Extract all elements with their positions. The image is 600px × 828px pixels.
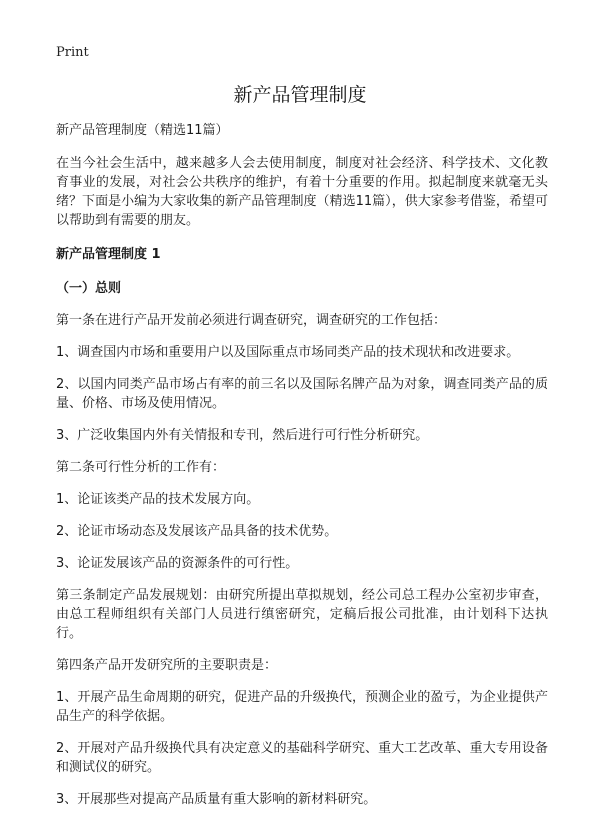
paragraph: 2、论证市场动态及发展该产品具备的技术优势。 — [56, 524, 338, 539]
paragraph: 1、论证该类产品的技术发展方向。 — [56, 492, 260, 507]
document-title: 新产品管理制度 — [233, 84, 367, 106]
paragraph: 3、广泛收集国内外有关情报和专刊，然后进行可行性分析研究。 — [56, 428, 429, 443]
paragraph: 3、论证发展该产品的资源条件的可行性。 — [56, 556, 299, 571]
paragraph: 2、开展对产品升级换代具有决定意义的基础科学研究、重大工艺改革、重大专用设备和测试仪的研究。 — [56, 741, 548, 775]
paragraph: 第一条在进行产品开发前必须进行调查研究，调查研究的工作包括： — [56, 313, 447, 328]
paragraph: 第二条可行性分析的工作有： — [56, 460, 226, 475]
document-body — [56, 121, 548, 821]
paragraph: 3、开展那些对提高产品质量有重大影响的新材料研究。 — [56, 792, 377, 807]
paragraph: 1、调查国内市场和重要用户以及国际重点市场同类产品的技术现状和改进要求。 — [56, 345, 520, 360]
paragraph: 第三条制定产品发展规划：由研究所提出草拟规划，经公司总工程办公室初步审查，由总工程师组织有关部门人员进行缜密研究，定稿后报公司批准，由计划科下达执行。 — [56, 588, 548, 641]
paragraph: 2、以国内同类产品市场占有率的前三名以及国际名牌产品为对象，调查同类产品的质量、价格、市场及使用情况。 — [56, 377, 548, 411]
section-heading: 新产品管理制度 1 — [56, 247, 161, 262]
print-link[interactable]: Print — [56, 45, 89, 60]
document-subtitle: 新产品管理制度（精选11篇） — [56, 123, 229, 138]
paragraph: 1、开展产品生命周期的研究，促进产品的升级换代，预测企业的盈亏，为企业提供产品生产的科学依据。 — [56, 690, 548, 724]
paragraph: 第四条产品开发研究所的主要职责是： — [56, 658, 278, 673]
intro-paragraph: 在当今社会生活中，越来越多人会去使用制度，制度对社会经济、科学技术、文化教育事业的发展，对社会公共秩序的维护，有着十分重要的作用。拟起制度来就毫无头绪？下面是小编为大家收集的新产品管理制度（精选11篇），供大家参考借鉴，希望可以帮助到有需要的朋友。 — [56, 156, 548, 228]
subsection-heading: （一）总则 — [56, 281, 122, 296]
